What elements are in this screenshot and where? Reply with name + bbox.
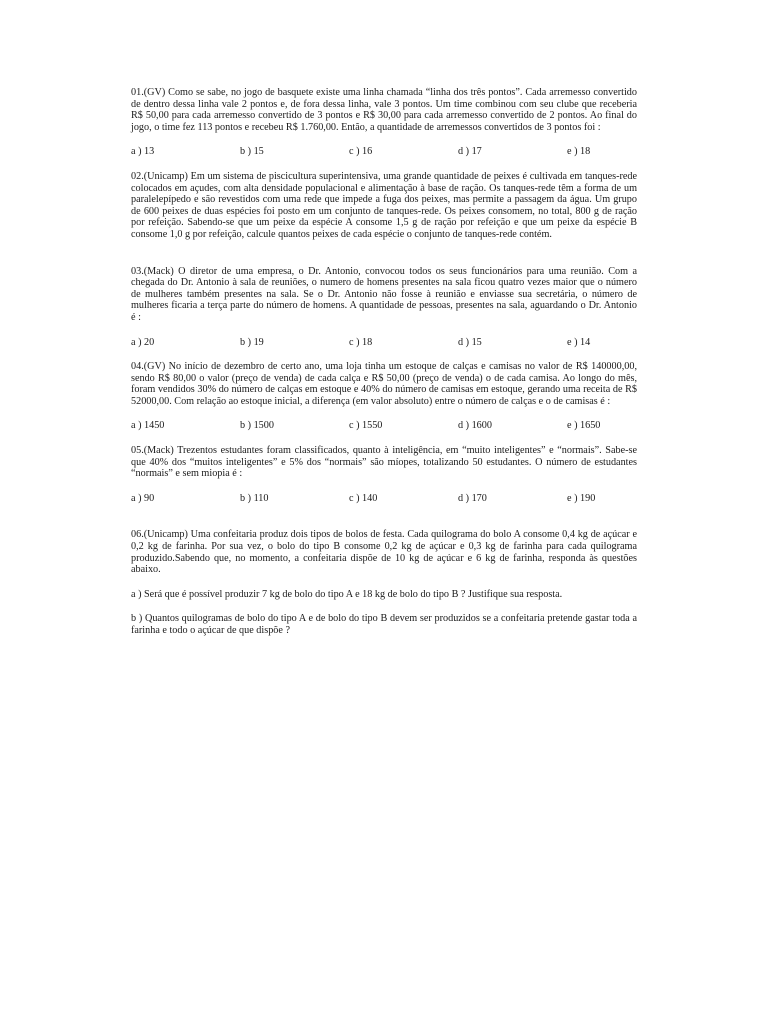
answer-options	[131, 420, 637, 432]
question-03	[131, 266, 637, 349]
question-text: 06.(Unicamp) Uma confeitaria produz dois tipos de bolos de festa. Cada quilograma do bolo A consome 0,4 kg de açúcar e 0,2 kg de farinha. Por sua vez, o bolo do tipo B consome 0,2 kg de açúcar e 0,3 kg de farinha para cada quilograma produzido.Sabendo que, no momento, a confeitaria dispõe de 10 kg de açúcar e 6 kg de farinha, responda às questões abaixo.	[131, 529, 637, 576]
question-text: 03.(Mack) O diretor de uma empresa, o Dr. Antonio, convocou todos os seus funcionários para uma reunião. Com a chegada do Dr. Antonio à sala de reuniões, o numero de homens presentes na sala ficou quatro vezes maior que o número de mulheres também presentes na sala. Se o Dr. Antonio não fosse à reunião e enviasse sua secretária, o número de mulheres ficaria a terça parte do número de homens. A quantidade de pessoas, presentes na sala, aguardando o Dr. Antonio é :	[131, 265, 637, 323]
option-b: b ) 15	[240, 146, 264, 158]
option-e: e ) 18	[567, 146, 591, 158]
answer-options	[131, 146, 637, 158]
option-b: b ) 19	[240, 336, 264, 348]
option-a: a ) 20	[131, 336, 155, 348]
answer-options	[131, 493, 637, 505]
sub-question-b: b ) Quantos quilogramas de bolo do tipo A e de bolo do tipo B devem ser produzidos se a confeitaria pretende gastar toda a farinha e todo o açúcar de que dispõe ?	[131, 613, 637, 636]
option-a: a ) 90	[131, 492, 155, 504]
question-text: 04.(GV) No início de dezembro de certo ano, uma loja tinha um estoque de calças e camisas no valor de R$ 140000,00, sendo R$ 80,00 o valor (preço de venda) de cada calça e R$ 50,00 (preço de venda) o de cada camisa. Ao longo do mês, foram vendidos 30% do número de calças em estoque e 40% do número de camisas em estoque, gerando uma receita de R$ 52000,00. Com relação ao estoque inicial, a diferença (em valor absoluto) entre o número de calças e o de camisas é :	[131, 361, 637, 407]
option-b: b ) 110	[240, 492, 269, 504]
option-c: c ) 18	[349, 336, 373, 348]
option-d: d ) 1600	[458, 420, 492, 432]
question-06	[131, 529, 637, 636]
option-a: a ) 1450	[131, 420, 165, 432]
question-text: 01.(GV) Como se sabe, no jogo de basquete existe uma linha chamada “linha dos três pontos”. Cada arremesso convertido de dentro dessa linha vale 2 pontos e, de fora dessa linha, vale 3 pontos. Um time combinou com seu clube que receberia R$ 50,00 para cada arremesso convertido de 3 pontos e R$ 30,00 para cada arremesso convertido de 2 pontos. Ao final do jogo, o time fez 113 pontos e recebeu R$ 1.760,00. Então, a quantidade de arremessos convertidos de 3 pontos foi :	[131, 87, 637, 133]
option-c: c ) 1550	[349, 420, 383, 432]
option-c: c ) 16	[349, 146, 373, 158]
option-d: d ) 15	[458, 336, 482, 348]
question-text: 05.(Mack) Trezentos estudantes foram classificados, quanto à inteligência, em “muito inteligentes” e “normais”. Sabe-se que 40% dos “muitos inteligentes” e 5% dos “normais” são míopes, totalizando 50 estudantes. O número de estudantes “normais” e sem miopia é :	[131, 445, 637, 480]
answer-options	[131, 337, 637, 349]
option-c: c ) 140	[349, 492, 378, 504]
question-01	[131, 87, 637, 158]
option-e: e ) 190	[567, 492, 596, 504]
question-05	[131, 445, 637, 504]
option-e: e ) 1650	[567, 420, 601, 432]
option-a: a ) 13	[131, 146, 155, 158]
option-d: d ) 170	[458, 492, 487, 504]
question-text: 02.(Unicamp) Em um sistema de piscicultura superintensiva, uma grande quantidade de peixes é cultivada em tanques-rede colocados em açudes, com alta densidade populacional e alimentação à base de ração. Os tanques-rede têm a forma de um paralelepípedo e são revestidos com uma rede que impede a fuga dos peixes, mas permite a passagem da água. Um grupo de 600 peixes de duas espécies foi posto em um conjunto de tanques-rede. Os peixes consomem, no total, 800 g de ração por refeição. Sabendo-se que um peixe da espécie A consome 1,5 g de ração por refeição e que um peixe da espécie B consome 1,0 g por refeição, calcule quantos peixes de cada espécie o conjunto de tanques-rede contém.	[131, 170, 637, 240]
question-04	[131, 361, 637, 432]
exercise-page	[131, 87, 637, 637]
question-02	[131, 171, 637, 241]
option-b: b ) 1500	[240, 420, 274, 432]
sub-question-a: a ) Será que é possível produzir 7 kg de bolo do tipo A e 18 kg de bolo do tipo B ? Justifique sua resposta.	[131, 588, 563, 600]
option-e: e ) 14	[567, 336, 591, 348]
option-d: d ) 17	[458, 146, 482, 158]
